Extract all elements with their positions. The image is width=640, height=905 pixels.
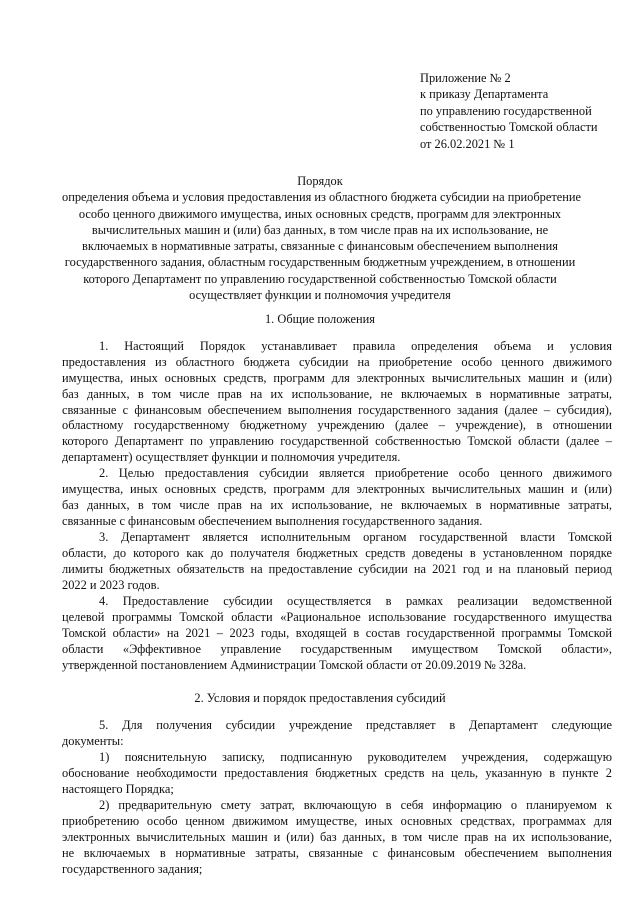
appendix-header	[420, 70, 598, 152]
paragraph-line: государственного задания;	[62, 861, 203, 876]
paragraph-1	[62, 339, 612, 466]
paragraph-line: целевой программы Томской области «Рациональное использование государственного имущества	[62, 609, 612, 624]
paragraph-line: 1. Настоящий Порядок устанавливает правила определения объема и условия	[99, 339, 612, 353]
title-line: включаемых в нормативные затраты, связанные с финансовым обеспечением выполнения	[82, 239, 558, 254]
title-line: осуществляет функции и полномочия учредителя	[189, 288, 451, 303]
paragraph-line: электронных вычислительных машин и (или) баз данных, в том числе прав на их использование,	[62, 829, 612, 844]
paragraph-line: предоставления из областного бюджета субсидии на приобретение особо ценного движимого	[62, 354, 612, 369]
paragraph-line: документы:	[62, 733, 124, 748]
paragraph-line: которого Департамент по управлению государственной собственностью Томской области (далее –	[62, 434, 612, 449]
paragraph-line: приобретению особо ценном движимом имуществе, иных основных средствах, программах для	[62, 813, 612, 828]
paragraph-line: департамент) осуществляет функции и полномочия учредителя.	[62, 450, 401, 465]
section-heading-1: 1. Общие положения	[264, 312, 375, 326]
appendix-line: Приложение № 2	[420, 71, 511, 85]
paragraph-line: связанные с финансовым обеспечением выполнения государственного задания (далее – субсидия),	[62, 402, 612, 417]
paragraph-line: 2. Целью предоставления субсидии является приобретение особо ценного движимого	[99, 466, 612, 480]
appendix-line: по управлению государственной	[420, 103, 592, 118]
paragraph-line: 5. Для получения субсидии учреждение представляет в Департамент следующие	[99, 718, 612, 732]
paragraph-3	[62, 530, 612, 594]
paragraph-line: областному государственному бюджетному учреждению (далее – учреждение), в отношении	[62, 418, 612, 433]
paragraph-line: не включаемых в нормативные затраты, связанные с финансовым обеспечением выполнения	[62, 845, 612, 860]
paragraph-line: 3. Департамент является исполнительным органом государственной власти Томской	[99, 530, 612, 544]
paragraph-line: лимиты бюджетных обязательств на предоставление субсидии на 2021 год и на плановый период	[62, 561, 612, 576]
paragraph-5-item-1	[62, 750, 612, 798]
paragraph-5	[62, 718, 612, 750]
paragraph-line: Томской области» на 2021 – 2023 годы, входящей в состав государственной программы Томской	[62, 625, 612, 640]
appendix-line: от 26.02.2021 № 1	[420, 136, 515, 151]
appendix-line: к приказу Департамента	[420, 87, 549, 102]
paragraph-line: обоснование необходимости предоставления бюджетных средств на цель, указанную в пункте 2	[62, 765, 612, 780]
paragraph-line: баз данных, в том числе прав на их использование, не включаемых в нормативные затраты,	[62, 497, 612, 512]
paragraph-line: области, до которого как до получателя бюджетных средств доведены в установленном порядке	[62, 545, 612, 560]
paragraph-2	[62, 466, 612, 530]
title-line: определения объема и условия предоставления из областного бюджета субсидии на приобретение	[62, 190, 582, 205]
paragraph-line: 2022 и 2023 годов.	[62, 577, 160, 592]
paragraph-line: баз данных, в том числе прав на их использование, не включаемых в нормативные затраты,	[62, 386, 612, 401]
section-heading-2: 2. Условия и порядок предоставления субсидий	[194, 691, 446, 705]
title-line: которого Департамент по управлению государственной собственностью Томской области	[83, 271, 557, 286]
paragraph-line: 4. Предоставление субсидии осуществляется в рамках реализации ведомственной	[99, 594, 612, 608]
paragraph-line: 2) предварительную смету затрат, включающую в себя информацию о планируемом к	[99, 798, 612, 812]
appendix-line: собственностью Томской области	[420, 120, 598, 135]
document-title	[62, 173, 582, 303]
paragraph-line: имущества, иных основных средств, программ для электронных вычислительных машин и (или)	[62, 370, 612, 385]
paragraph-line: области «Эффективное управление государственным имуществом Томской области»,	[62, 641, 612, 656]
paragraph-line: настоящего Порядка;	[62, 781, 174, 796]
title-line: особо ценного движимого имущества, иных основных средств, программ для электронных	[78, 206, 562, 221]
paragraph-line: утвержденной постановлением Администрации Томской области от 20.09.2019 № 328а.	[62, 657, 527, 672]
paragraph-line: связанные с финансовым обеспечением выполнения государственного задания.	[62, 513, 483, 528]
paragraph-line: 1) пояснительную записку, подписанную руководителем учреждения, содержащую	[99, 750, 612, 764]
paragraph-4	[62, 594, 612, 673]
title-line: вычислительных машин и (или) баз данных, в том числе прав на их использование, не	[91, 222, 549, 237]
title-line: Порядок	[297, 174, 343, 188]
paragraph-line: имущества, иных основных средств, программ для электронных вычислительных машин и (или)	[62, 481, 612, 496]
title-line: государственного задания, областным государственным бюджетным учреждением, в отношении	[64, 255, 576, 270]
paragraph-5-item-2	[62, 798, 612, 877]
